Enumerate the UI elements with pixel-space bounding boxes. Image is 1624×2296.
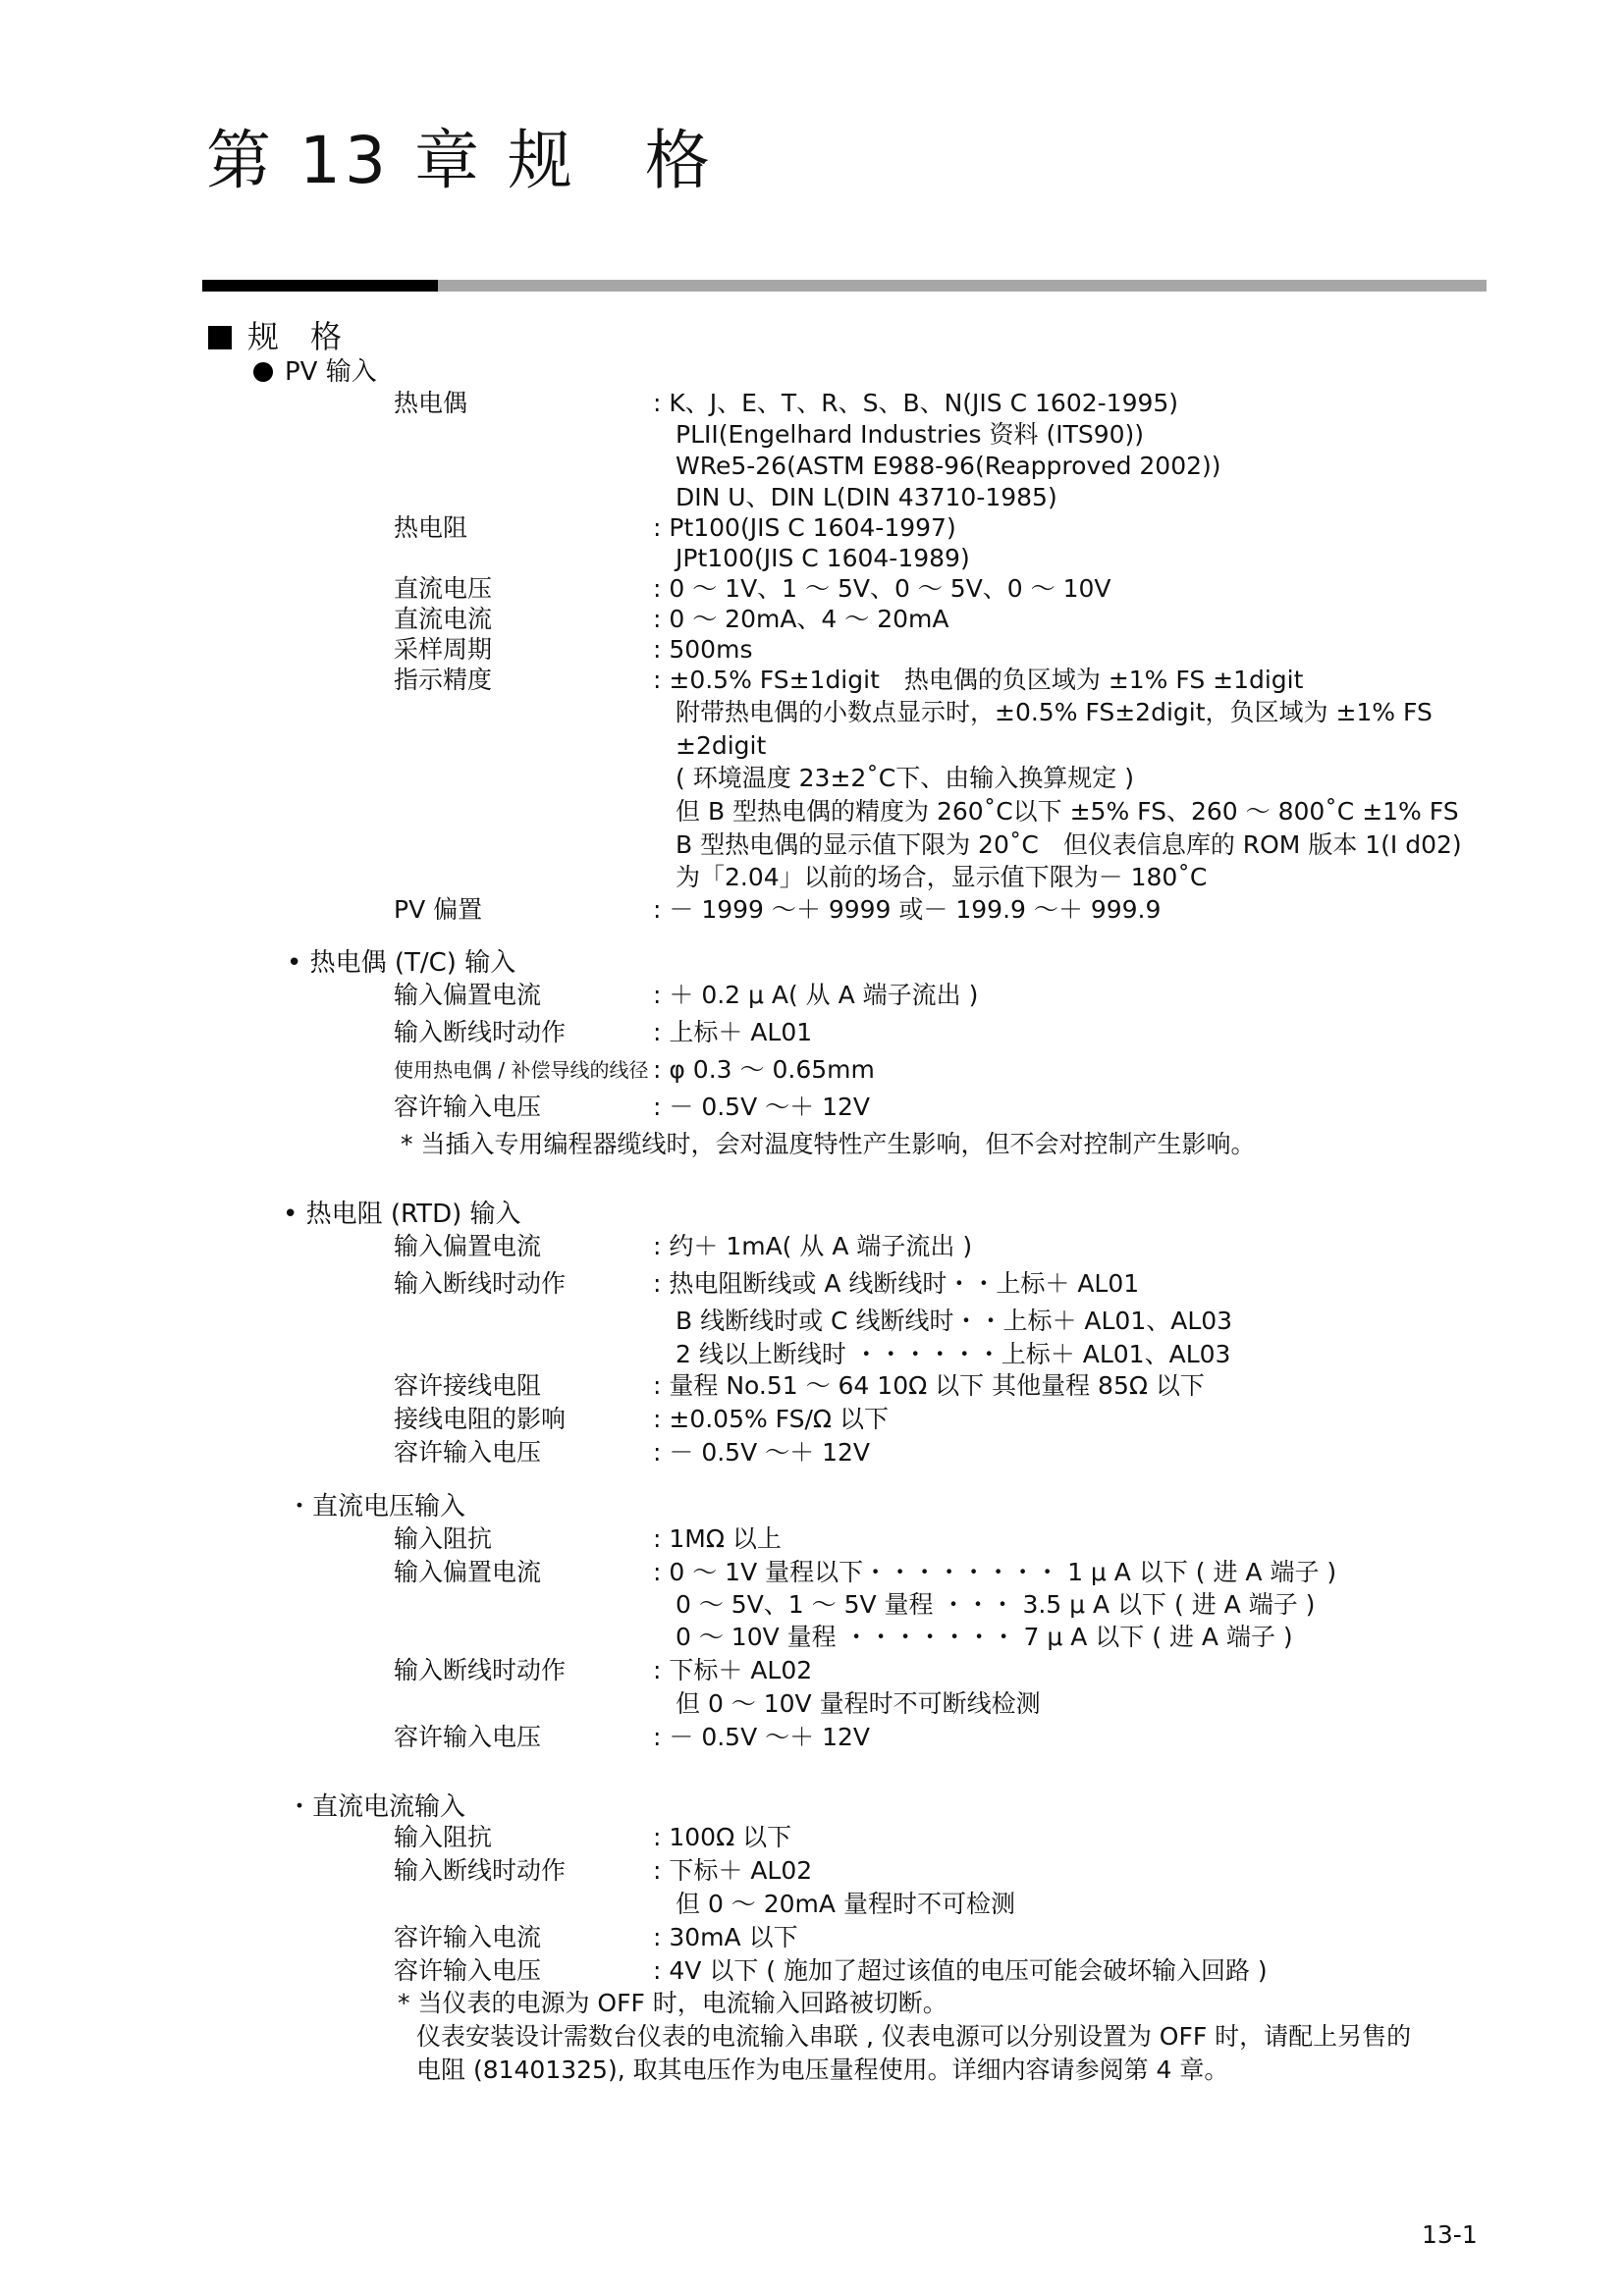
spec-value: : 4V 以下 ( 施加了超过该值的电压可能会破坏输入回路 ) — [653, 1956, 1268, 1985]
pv-input-title — [253, 351, 377, 388]
spec-label: 输入断线时动作 — [394, 1269, 567, 1298]
spec-value: : ＋ 0.2 μ A( 从 A 端子流出 ) — [653, 981, 979, 1009]
spec-value: : φ 0.3 ～ 0.65mm — [653, 1055, 875, 1084]
spec-value: : 1MΩ 以上 — [653, 1524, 782, 1553]
spec-value: : － 0.5V ～＋ 12V — [653, 1723, 870, 1751]
spec-value: 但 B 型热电偶的精度为 260˚C以下 ±5% FS、260 ～ 800˚C ±1% FS — [676, 797, 1459, 826]
spec-label: 采样周期 — [394, 635, 493, 664]
square-bullet-icon — [208, 326, 232, 349]
spec-label: 容许接线电阻 — [394, 1371, 542, 1400]
spec-label: 直流电流 — [394, 605, 493, 633]
spec-label: 输入断线时动作 — [394, 1656, 567, 1684]
spec-label: 热电阻 — [394, 513, 468, 542]
tc-note: * 当插入专用编程器缆线时，会对温度特性产生影响，但不会对控制产生影响。 — [401, 1130, 1256, 1158]
spec-value: JPt100(JIS C 1604-1989) — [676, 544, 970, 572]
spec-value: : － 1999 ～＋ 9999 或－ 199.9 ～＋ 999.9 — [653, 895, 1162, 924]
spec-value: : 下标＋ AL02 — [653, 1656, 813, 1684]
spec-label: 指示精度 — [394, 666, 493, 694]
spec-value: : 0 ～ 1V、1 ～ 5V、0 ～ 5V、0 ～ 10V — [653, 574, 1111, 603]
spec-value: DIN U、DIN L(DIN 43710-1985) — [676, 483, 1057, 511]
dci-note: 仪表安装设计需数台仪表的电流输入串联 , 仪表电源可以分别设置为 OFF 时，请配上另售的 — [416, 2022, 1412, 2051]
spec-value: 2 线以上断线时 ・・・・・・上标＋ AL01、AL03 — [676, 1340, 1231, 1368]
page-number: 13-1 — [1422, 2220, 1478, 2249]
spec-value: : 热电阻断线或 A 线断线时・・上标＋ AL01 — [653, 1269, 1140, 1298]
spec-label: 输入断线时动作 — [394, 1856, 567, 1885]
spec-value: : ±0.5% FS±1digit 热电偶的负区域为 ±1% FS ±1digit — [653, 666, 1304, 694]
spec-label: 容许输入电压 — [394, 1093, 542, 1121]
spec-label: 输入偏置电流 — [394, 1232, 542, 1260]
spec-label: 输入阻抗 — [394, 1524, 493, 1553]
spec-value: : － 0.5V ～＋ 12V — [653, 1438, 870, 1467]
spec-value: B 型热电偶的显示值下限为 20˚C 但仪表信息库的 ROM 版本 1(I d02) — [676, 830, 1462, 859]
spec-value: : － 0.5V ～＋ 12V — [653, 1093, 870, 1121]
spec-label: 使用热电偶 / 补偿导线的线径 — [394, 1058, 649, 1082]
spec-value: : 量程 No.51 ～ 64 10Ω 以下 其他量程 85Ω 以下 — [653, 1371, 1205, 1400]
dci-input-title: ・直流电流输入 — [287, 1792, 466, 1822]
spec-label: 直流电压 — [394, 574, 493, 603]
circle-bullet-icon — [253, 362, 273, 382]
spec-value: : 上标＋ AL01 — [653, 1018, 813, 1046]
spec-value: : 30mA 以下 — [653, 1923, 798, 1951]
pv-input-title-text: PV 输入 — [285, 357, 377, 387]
spec-value: : ±0.05% FS/Ω 以下 — [653, 1405, 889, 1433]
dcv-input-title: ・直流电压输入 — [287, 1492, 466, 1522]
spec-label: 容许输入电流 — [394, 1923, 542, 1951]
dci-note: * 当仪表的电源为 OFF 时，电流输入回路被切断。 — [398, 1989, 947, 2017]
spec-label: 接线电阻的影响 — [394, 1405, 567, 1433]
spec-label: 输入偏置电流 — [394, 1558, 542, 1586]
section-title-text: 规 格 — [247, 318, 343, 355]
spec-value: 但 0 ～ 10V 量程时不可断线检测 — [676, 1689, 1041, 1718]
chapter-title: 第 13 章 规 格 — [206, 123, 714, 198]
spec-value: 0 ～ 5V、1 ～ 5V 量程 ・・・ 3.5 μ A 以下 ( 进 A 端子 ) — [676, 1590, 1316, 1619]
header-rule-accent — [202, 280, 438, 292]
spec-label: 热电偶 — [394, 389, 468, 417]
spec-label: PV 偏置 — [394, 895, 483, 924]
header-rule — [202, 280, 1487, 292]
spec-value: : 100Ω 以下 — [653, 1823, 792, 1851]
spec-value: : Pt100(JIS C 1604-1997) — [653, 513, 956, 542]
spec-value: 0 ～ 10V 量程 ・・・・・・・ 7 μ A 以下 ( 进 A 端子 ) — [676, 1623, 1293, 1651]
spec-value: ±2digit — [676, 731, 767, 760]
spec-value: WRe5-26(ASTM E988-96(Reapproved 2002)) — [676, 452, 1221, 480]
spec-value: 但 0 ～ 20mA 量程时不可检测 — [676, 1890, 1015, 1918]
spec-label: 容许输入电压 — [394, 1723, 542, 1751]
spec-value: : 0 ～ 1V 量程以下・・・・・・・・ 1 μ A 以下 ( 进 A 端子 ) — [653, 1558, 1337, 1586]
spec-label: 输入断线时动作 — [394, 1018, 567, 1046]
spec-value: : K、J、E、T、R、S、B、N(JIS C 1602-1995) — [653, 389, 1179, 417]
spec-value: B 线断线时或 C 线断线时・・上标＋ AL01、AL03 — [676, 1307, 1233, 1335]
spec-value: : 下标＋ AL02 — [653, 1856, 813, 1885]
tc-input-title: • 热电偶 (T/C) 输入 — [287, 948, 516, 978]
spec-value: 附带热电偶的小数点显示时，±0.5% FS±2digit，负区域为 ±1% FS — [676, 698, 1433, 726]
spec-label: 输入偏置电流 — [394, 981, 542, 1009]
spec-value: 为「2.04」以前的场合，显示值下限为－ 180˚C — [676, 863, 1208, 891]
spec-value: : 0 ～ 20mA、4 ～ 20mA — [653, 605, 949, 633]
dci-note: 电阻 (81401325), 取其电压作为电压量程使用。详细内容请参阅第 4 章。 — [416, 2056, 1229, 2084]
spec-label: 容许输入电压 — [394, 1956, 542, 1985]
spec-label: 输入阻抗 — [394, 1823, 493, 1851]
rtd-input-title: • 热电阻 (RTD) 输入 — [283, 1200, 521, 1229]
spec-value: PLII(Engelhard Industries 资料 (ITS90)) — [676, 420, 1145, 449]
spec-value: : 500ms — [653, 635, 753, 664]
spec-value: : 约＋ 1mA( 从 A 端子流出 ) — [653, 1232, 973, 1260]
spec-label: 容许输入电压 — [394, 1438, 542, 1467]
spec-value: ( 环境温度 23±2˚C下、由输入换算规定 ) — [676, 764, 1134, 792]
